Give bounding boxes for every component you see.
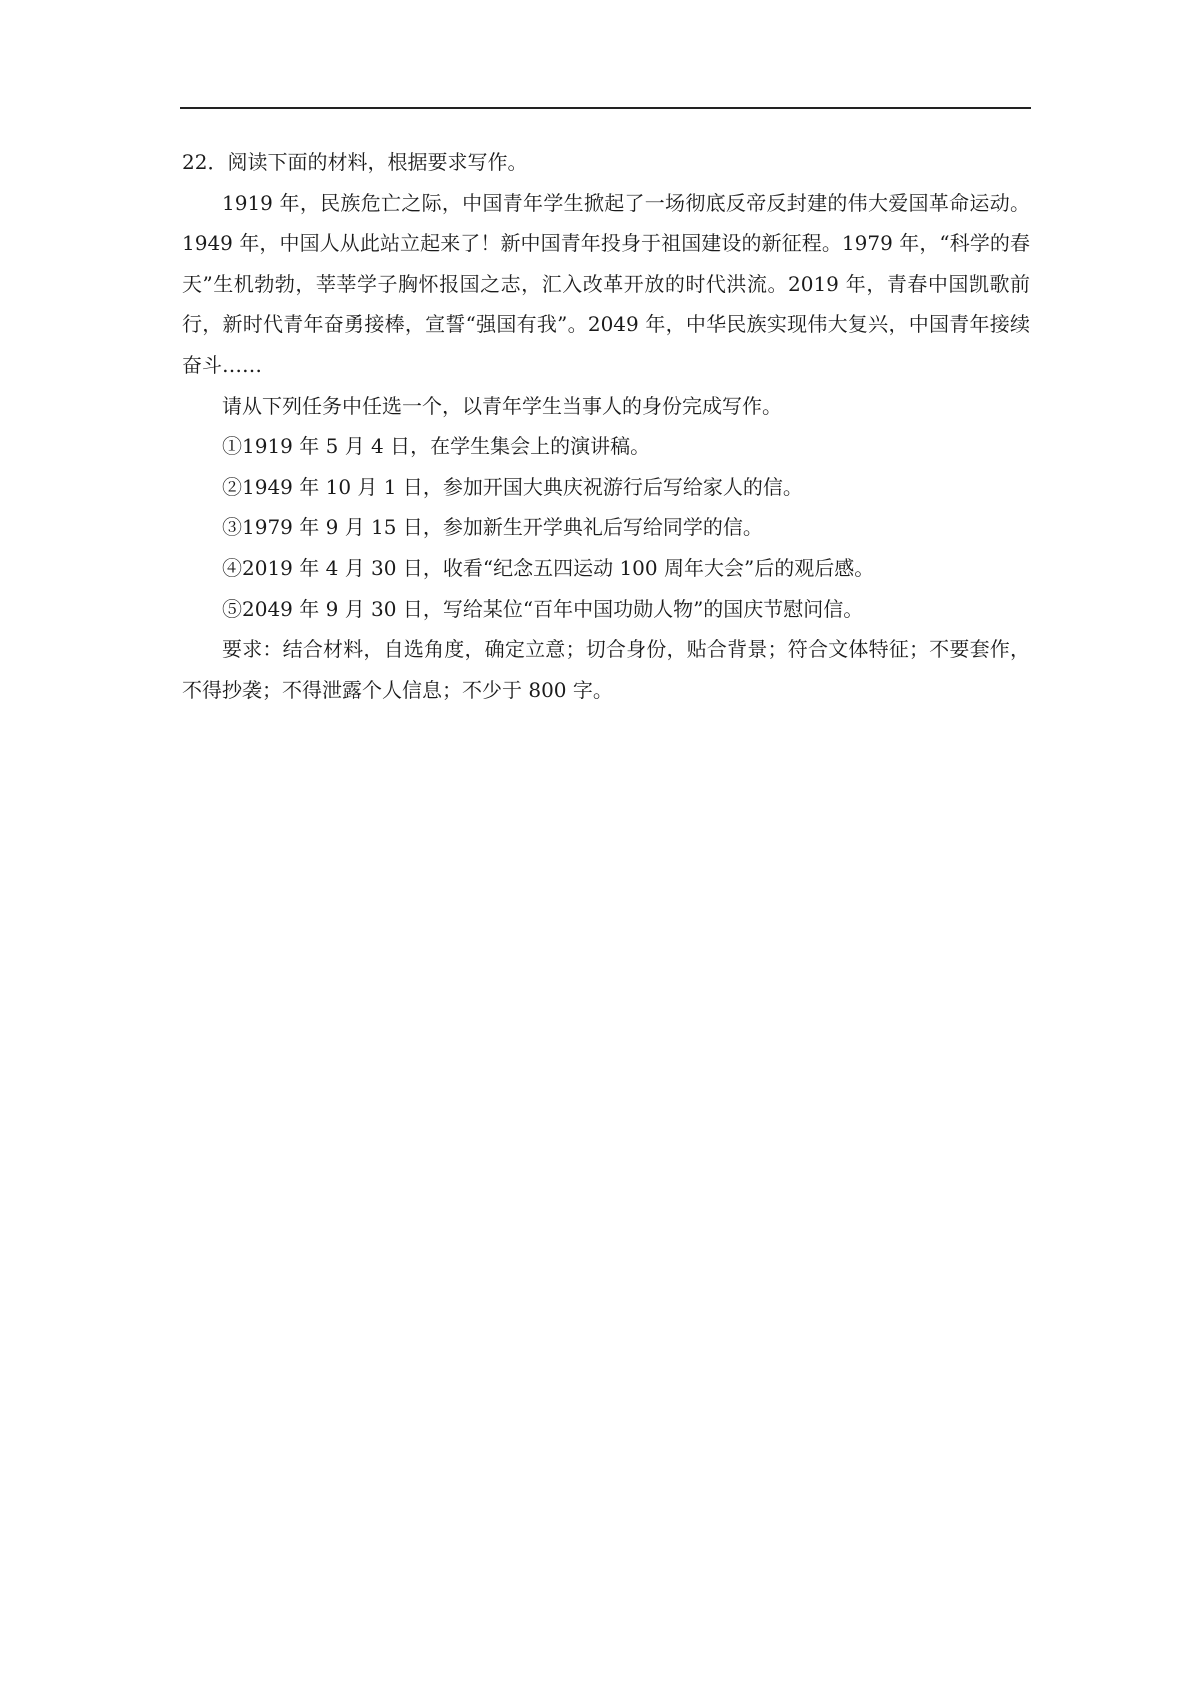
task-option-3: ③1979 年 9 月 15 日，参加新生开学典礼后写给同学的信。: [222, 515, 763, 540]
task-option-5: ⑤2049 年 9 月 30 日，写给某位“百年中国功勋人物”的国庆节慰问信。: [222, 596, 864, 621]
question-body: [182, 142, 1030, 710]
task-instruction: 请从下列任务中任选一个，以青年学生当事人的身份完成写作。: [222, 393, 782, 418]
question-prompt: ．阅读下面的材料，根据要求写作。: [207, 150, 528, 174]
material-paragraph: 1919 年，民族危亡之际，中国青年学生掀起了一场彻底反帝反封建的伟大爱国革命运动。1949 年，中国人从此站立起来了！新中国青年投身于祖国建设的新征程。1979 年，“科学的春天”生机勃勃，莘莘学子胸怀报国之志，汇入改革开放的时代洪流。2019 年，青春中国凯歌前行，新时代青年奋勇接棒，宣誓“强国有我”。2049 年，中华民族实现伟大复兴，中国青年接续奋斗……: [182, 190, 1030, 377]
task-option-4: ④2019 年 4 月 30 日，收看“纪念五四运动 100 周年大会”后的观后感。: [222, 555, 875, 580]
writing-requirements: 要求：结合材料，自选角度，确定立意；切合身份，贴合背景；符合文体特征；不要套作，不得抄袭；不得泄露个人信息；不少于 800 字。: [182, 637, 1030, 702]
header-rule: [180, 107, 1031, 109]
question-number: 22: [182, 150, 208, 174]
task-option-2: ②1949 年 10 月 1 日，参加开国大典庆祝游行后写给家人的信。: [222, 474, 803, 499]
task-option-1: ①1919 年 5 月 4 日，在学生集会上的演讲稿。: [222, 434, 651, 459]
question-heading: [182, 142, 1030, 183]
